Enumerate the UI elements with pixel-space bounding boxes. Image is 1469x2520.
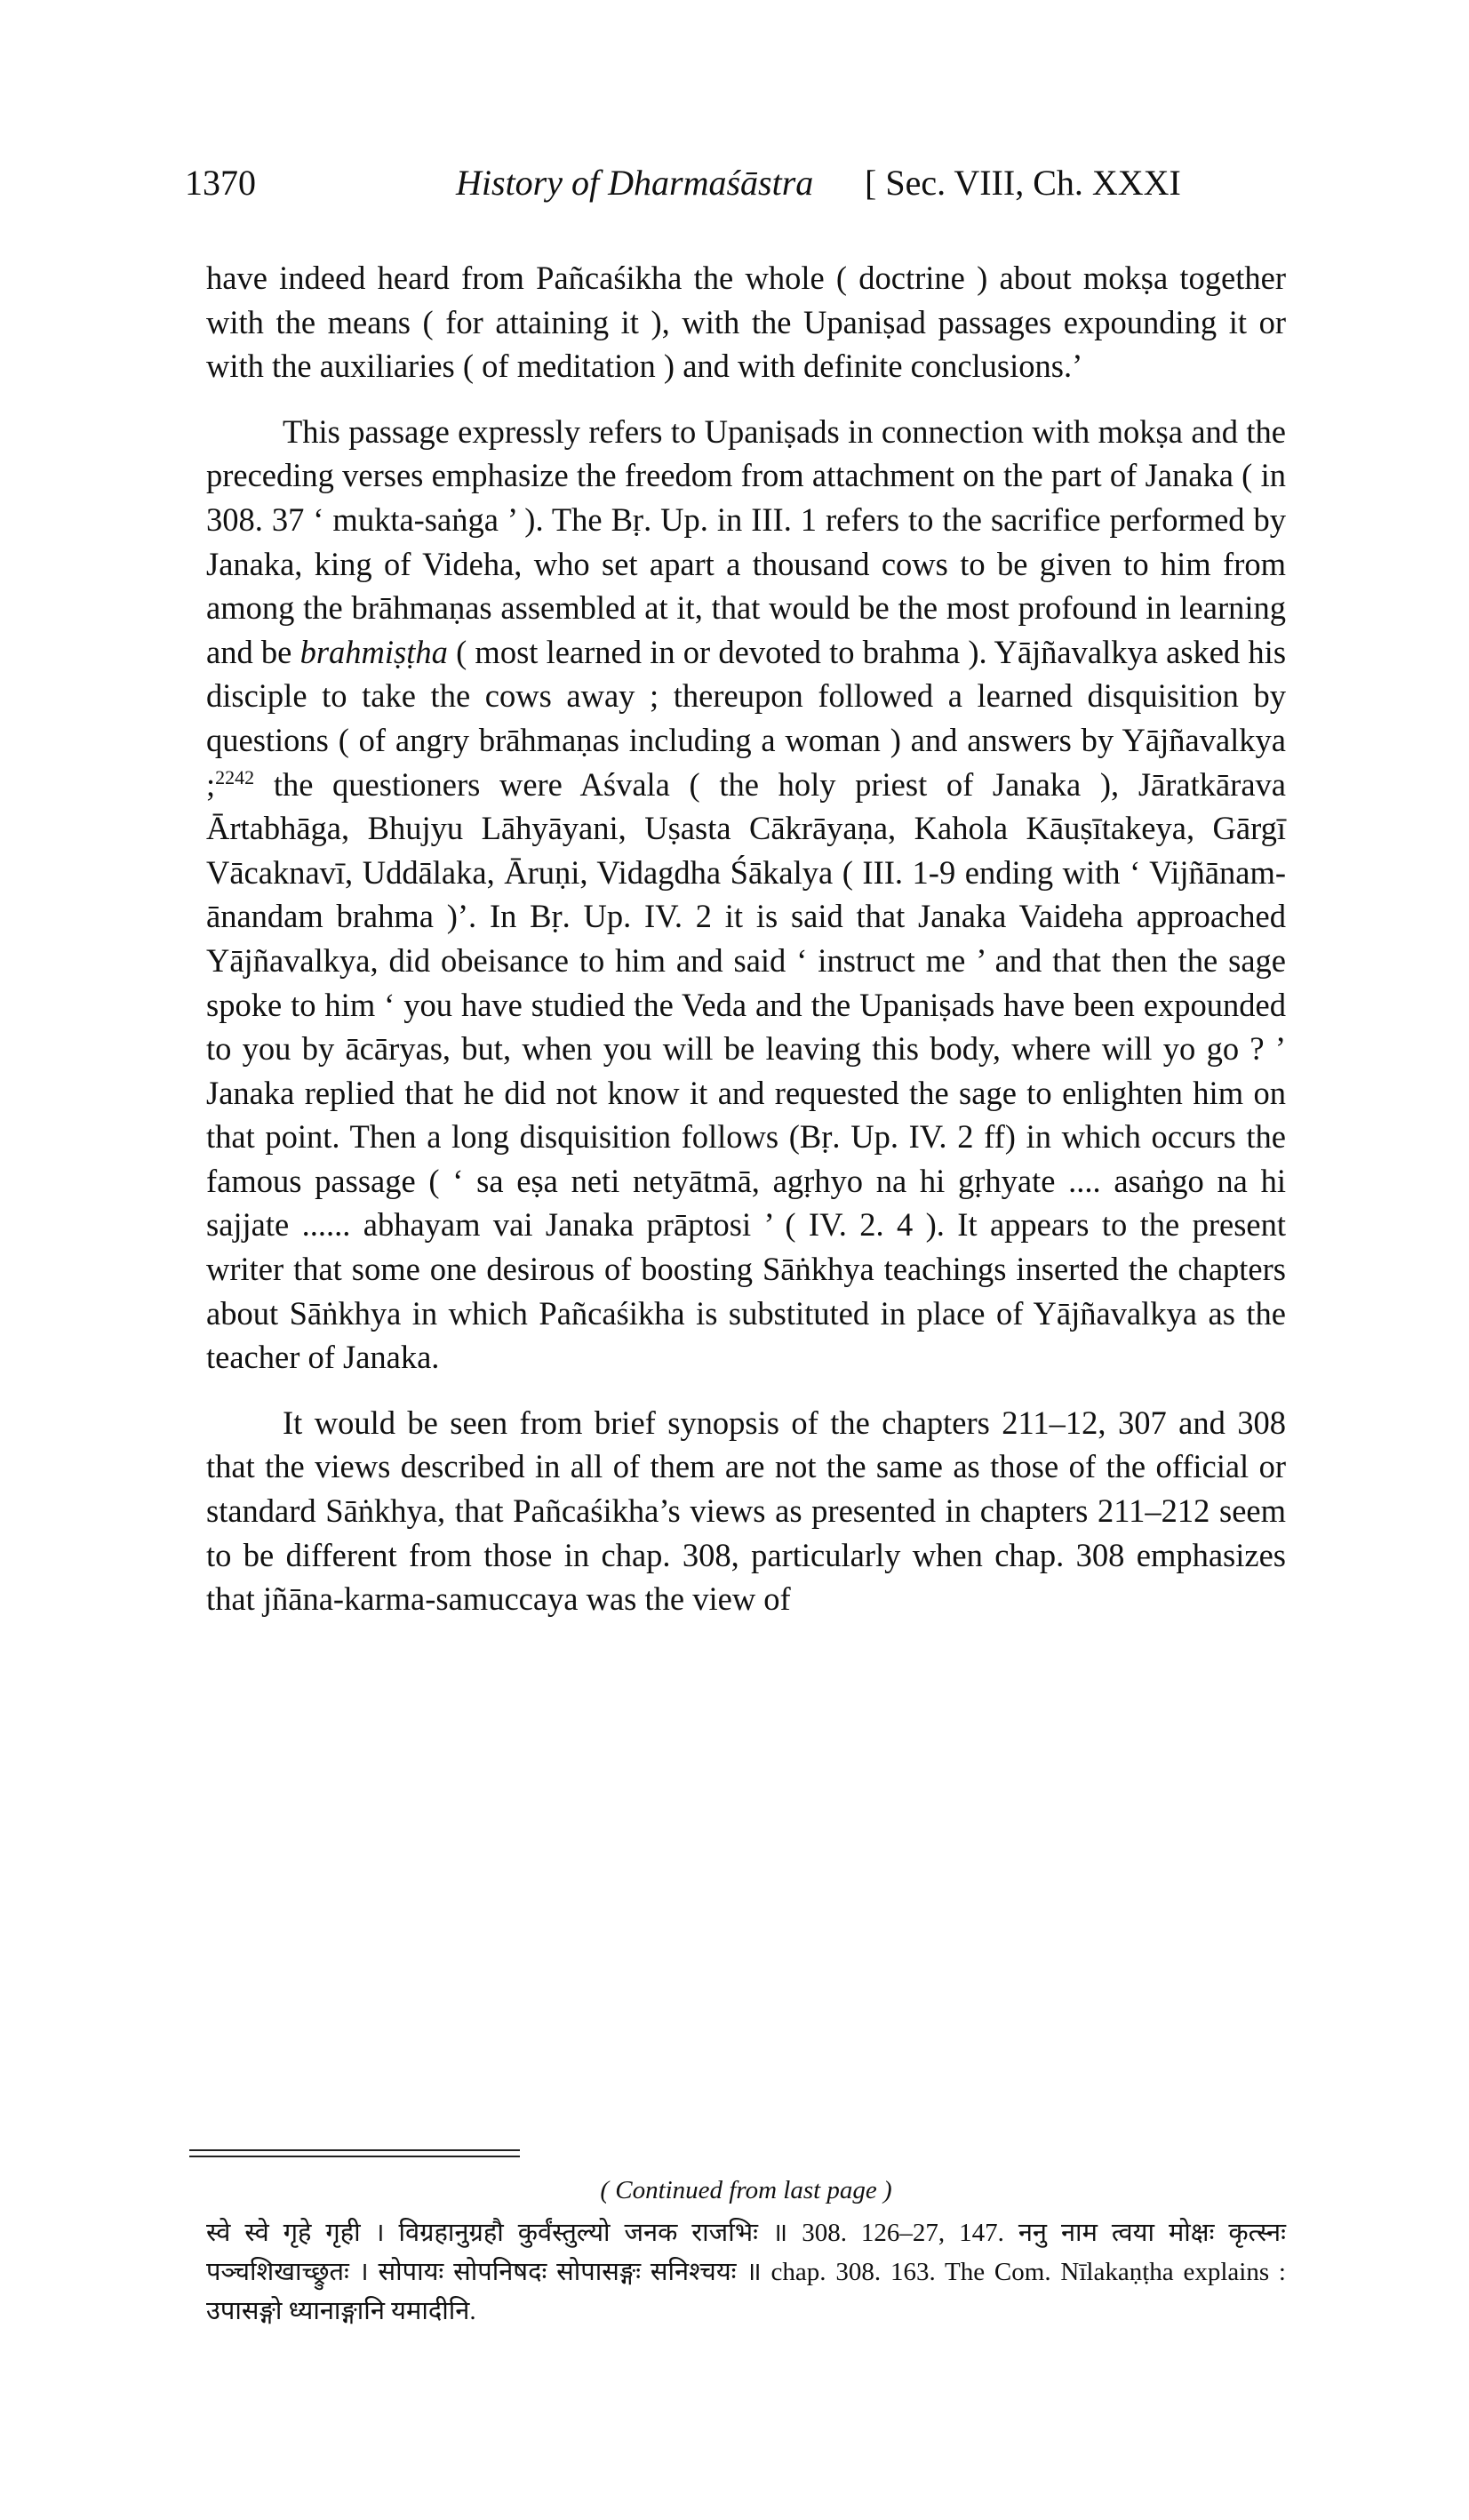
footnote — [206, 2171, 1286, 2331]
paragraph-continued: have indeed heard from Pañcaśikha the whole ( doctrine ) about mokṣa together with the means ( for attaining it ), with the Upaniṣad passages expounding it or with the auxiliaries ( of meditation ) and with definite conclusions.’ — [206, 260, 1286, 385]
footnote-separator — [189, 2149, 520, 2151]
running-header — [185, 162, 1340, 215]
paragraph-text: ( most learned in or devoted to brahma ). Yājñavalkya asked his disciple to take the cows away ; thereupon followed a learned disquisition by questions ( of angry brāhmaṇas including a woman ) and answers by Yājñavalkya ; — [206, 633, 1287, 803]
paragraph-text: the questioners were Aśvala ( the holy priest of Janaka ), Jāratkārava Ārtabhāga, Bhujyu Lāhyāyani, Uṣasta Cākrāyaṇa, Kahola Kāuṣītakeya, Gārgī Vācaknavī, Uddālaka, Āruṇi, Vidagdha Śākalya ( III. 1-9 ending with ‘ Vijñānam-ānandam brahma )’. In Bṛ. Up. IV. 2 it is said that Janaka Vaideha approached Yājñavalkya, did obeisance to him and said ‘ instruct me ’ and that then the sage spoke to him ‘ you have studied the Veda and the Upaniṣads have been expounded to you by ācāryas, but, when you will be leaving this body, where will yo go ? ’ Janaka replied that he did not know it and requested the sage to enlighten him on that point. Then a long disquisition follows (Bṛ. Up. IV. 2 ff) in which occurs the famous passage ( ‘ sa eṣa neti netyātmā, agṛhyo na hi gṛhyate .... asaṅgo na hi sajjate ...... abhayam vai Janaka prāptosi ’ ( IV. 2. 4 ). It appears to the present writer that some one desirous of boosting Sāṅkhya teachings inserted the chapters about Sāṅkhya in which Pañcaśikha is substituted in place of Yājñavalkya as the teacher of Janaka. — [206, 765, 1286, 1376]
section-reference: [ Sec. VIII, Ch. XXXI — [865, 163, 1181, 203]
footnote-reference: 2242 — [215, 765, 255, 788]
page-number: 1370 — [185, 163, 256, 203]
paragraph-text: This passage expressly refers to Upaniṣads in connection with mokṣa and the preceding verses emphasize the freedom from attachment on the part of Janaka ( in 308. 37 ‘ mukta-saṅga ’ ). The Bṛ. Up. in III. 1 refers to the sacrifice performed by Janaka, king of Videha, who set apart a thousand cows to be given to him from among the brāhmaṇas assembled at it, that would be the most profound in learning and be — [206, 412, 1286, 670]
footnote-text: स्वे स्वे गृहे गृही । विग्रहानुग्रहौ कुर्वंस्तुल्यो जनक राजभिः ॥ 308. 126–27, 147. ननु नाम त्वया मोक्षः कृत्स्नः पञ्चशिखाच्छ्रुतः । सोपायः सोपनिषदः सोपासङ्गः सनिश्चयः ॥ chap. 308. 163. The Com. Nīlakaṇṭha explains : उपासङ्गो ध्यानाङ्गानि यमादीनि. — [206, 2219, 1286, 2325]
footnote-separator — [189, 2156, 520, 2157]
italic-term: brahmiṣṭha — [299, 633, 448, 670]
book-title: History of Dharmaśāstra — [456, 163, 814, 203]
paragraph-synopsis: It would be seen from brief synopsis of the chapters 211–12, 307 and 308 that the views described in all of them are not the same as those of the official or standard Sāṅkhya, that Pañcaśikha’s views as presented in chapters 211–212 seem to be different from those in chap. 308, particularly when chap. 308 emphasizes that jñāna-karma-samuccaya was the view of — [206, 1404, 1286, 1618]
footnote-continued-label: ( Continued from last page ) — [600, 2176, 892, 2204]
main-text — [206, 256, 1286, 1621]
paragraph-upanisads — [206, 410, 1286, 1380]
